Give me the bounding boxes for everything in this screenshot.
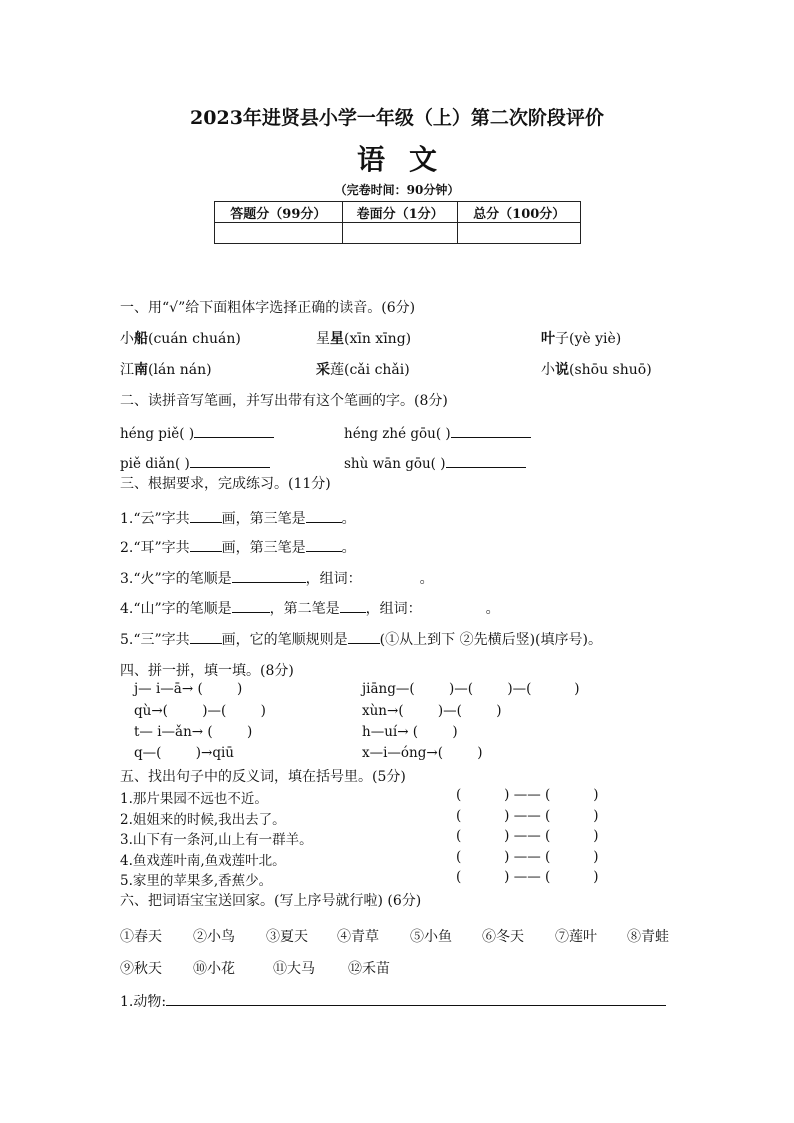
q4-left-3[interactable]: t— i—ǎn→ ( ) (134, 724, 253, 740)
word-item: ⑥冬天 (482, 929, 524, 945)
q4-right-2[interactable]: xùn→( )—( ) (362, 703, 502, 719)
q3-line-1 (120, 508, 356, 528)
q3-l1-text-b: 画，第三笔是 (221, 511, 306, 527)
word-item: ⑩小花 (193, 961, 235, 977)
q5-answer-pair-1[interactable]: ( ) —— ( ) (456, 787, 599, 803)
q5-heading: 五、找出句子中的反义词，填在括号里。(5分) (120, 769, 406, 785)
score-header-total: 总分（100分） (458, 202, 581, 223)
q5-answer-pair-3[interactable]: ( ) —— ( ) (456, 828, 599, 844)
q1-item-1 (120, 328, 241, 348)
answer-blank[interactable] (306, 508, 342, 523)
score-table-blank-row (215, 223, 581, 244)
q5-answer-pair-4[interactable]: ( ) —— ( ) (456, 849, 599, 865)
q1-item-3-post: 子(yè yiè) (555, 331, 622, 347)
answer-blank[interactable] (166, 991, 666, 1006)
q2-item-3 (120, 453, 270, 472)
q3-l5-text-c: (①从上到下 ②先横后竖)(填序号)。 (379, 632, 602, 648)
q3-l1-text-a: 1.“云”字共 (120, 511, 190, 527)
answer-blank[interactable] (446, 453, 526, 468)
q3-l3-text-c: 。 (419, 571, 434, 587)
q3-l4-text-d: 。 (485, 601, 500, 617)
q5-sentence-3: 3.山下有一条河,山上有一群羊。 (120, 832, 313, 848)
q2-item-2-pinyin: héng zhé gōu( ) (344, 426, 451, 442)
answer-blank[interactable] (232, 568, 306, 583)
q2-item-3-pinyin: piě diǎn( ) (120, 456, 190, 472)
q4-left-2[interactable]: qù→( )—( ) (134, 703, 266, 719)
answer-blank[interactable] (190, 629, 222, 644)
q4-right-3[interactable]: h—uí→ ( ) (362, 724, 458, 740)
q2-item-4-pinyin: shù wān gōu( ) (344, 456, 446, 472)
score-table-header-row (215, 202, 581, 223)
q1-item-2-post: (xīn xīng) (344, 331, 412, 347)
q1-heading: 一、用“√”给下面粗体字选择正确的读音。(6分) (120, 300, 416, 316)
score-cell-neatness[interactable] (342, 223, 458, 244)
q1-item-6-pre: 小 (541, 362, 555, 378)
word-item: ②小鸟 (193, 929, 235, 945)
q1-item-6-bold: 说 (555, 362, 569, 378)
word-item: ⑤小鱼 (410, 929, 452, 945)
score-header-neatness: 卷面分（1分） (342, 202, 458, 223)
score-table (214, 201, 581, 244)
word-item: ④青草 (337, 929, 379, 945)
score-header-answer: 答题分（99分） (215, 202, 343, 223)
word-item: ⑨秋天 (120, 961, 162, 977)
q1-item-5-bold: 采 (316, 362, 330, 378)
answer-blank[interactable] (340, 598, 366, 613)
answer-blank[interactable] (194, 423, 274, 438)
q5-sentence-5: 5.家里的苹果多,香蕉少。 (120, 873, 273, 889)
q1-item-4-post: (lán nán) (148, 362, 212, 378)
q3-l2-text-b: 画，第三笔是 (221, 540, 306, 556)
q1-item-1-bold: 船 (134, 331, 148, 347)
q1-item-5-post: 莲(cǎi chǎi) (330, 362, 410, 378)
word-item: ①春天 (120, 929, 162, 945)
q2-item-2 (344, 423, 531, 442)
q2-item-1 (120, 423, 274, 442)
answer-blank[interactable] (190, 508, 222, 523)
q3-line-2 (120, 537, 356, 557)
q1-item-5 (316, 359, 410, 379)
q1-item-6 (541, 359, 652, 379)
q3-line-4 (120, 598, 500, 618)
exam-title: 2023年进贤县小学一年级（上）第二次阶段评价 (190, 107, 604, 129)
exam-time: （完卷时间：90分钟） (334, 183, 460, 197)
answer-blank[interactable] (451, 423, 531, 438)
answer-blank[interactable] (348, 629, 380, 644)
q4-left-1[interactable]: j— i—ā→ ( ) (134, 681, 243, 697)
q3-l5-text-a: 5.“三”字共 (120, 632, 190, 648)
q2-item-4 (344, 453, 526, 472)
score-cell-total[interactable] (458, 223, 581, 244)
q4-left-4[interactable]: q—( )→qiū (134, 745, 234, 761)
score-cell-answer[interactable] (215, 223, 343, 244)
q3-l3-text-b: ，组词： (305, 571, 362, 587)
q6-category-1 (120, 991, 666, 1011)
answer-blank[interactable] (190, 537, 222, 552)
q3-l5-text-b: 画，它的笔顺规则是 (221, 632, 348, 648)
q3-l4-text-b: ，第二笔是 (269, 601, 340, 617)
q3-l1-text-c: 。 (341, 511, 356, 527)
q1-item-2 (316, 328, 411, 348)
q6-category-1-label: 1.动物: (120, 994, 167, 1010)
q5-answer-pair-2[interactable]: ( ) —— ( ) (456, 808, 599, 824)
q1-item-3-bold: 叶 (541, 331, 555, 347)
q2-heading: 二、读拼音写笔画，并写出带有这个笔画的字。(8分) (120, 393, 448, 409)
word-item: ⑫禾苗 (348, 961, 390, 977)
q2-item-1-pinyin: héng piě( ) (120, 426, 195, 442)
q3-line-5 (120, 629, 602, 649)
answer-blank[interactable] (190, 453, 270, 468)
q4-right-4[interactable]: x—i—óng→( ) (362, 745, 483, 761)
word-item: ⑧青蛙 (627, 929, 669, 945)
q1-item-1-pre: 小 (120, 331, 134, 347)
q3-l3-text-a: 3.“火”字的笔顺是 (120, 571, 232, 587)
q3-l4-text-a: 4.“山”字的笔顺是 (120, 601, 232, 617)
subject-title: 语文 (356, 143, 461, 176)
word-item: ⑦莲叶 (555, 929, 597, 945)
q1-item-2-pre: 星 (316, 331, 330, 347)
q1-item-1-post: (cuán chuán) (148, 331, 241, 347)
q5-sentence-2: 2.姐姐来的时候,我出去了。 (120, 812, 286, 828)
q5-sentence-1: 1.那片果园不远也不近。 (120, 791, 268, 807)
q3-l4-text-c: ，组词： (365, 601, 422, 617)
word-item: ⑪大马 (273, 961, 315, 977)
q1-item-4-bold: 南 (134, 362, 148, 378)
q1-item-6-post: (shōu shuō) (569, 362, 652, 378)
answer-blank[interactable] (306, 537, 342, 552)
word-item: ③夏天 (266, 929, 308, 945)
q3-heading: 三、根据要求，完成练习。(11分) (120, 476, 331, 492)
q5-answer-pair-5[interactable]: ( ) —— ( ) (456, 869, 599, 885)
q1-item-4 (120, 359, 212, 379)
q1-item-4-pre: 江 (120, 362, 134, 378)
answer-blank[interactable] (232, 598, 270, 613)
q3-line-3 (120, 568, 434, 588)
q4-right-1[interactable]: jiāng—( )—( )—( ) (362, 681, 580, 697)
q3-l2-text-a: 2.“耳”字共 (120, 540, 190, 556)
q5-sentence-4: 4.鱼戏莲叶南,鱼戏莲叶北。 (120, 853, 286, 869)
q4-heading: 四、拼一拼，填一填。(8分) (120, 663, 294, 679)
q3-l2-text-c: 。 (341, 540, 356, 556)
q1-item-3 (541, 328, 621, 348)
q1-item-2-bold: 星 (330, 331, 344, 347)
q6-heading: 六、把词语宝宝送回家。(写上序号就行啦) (6分) (120, 893, 422, 909)
